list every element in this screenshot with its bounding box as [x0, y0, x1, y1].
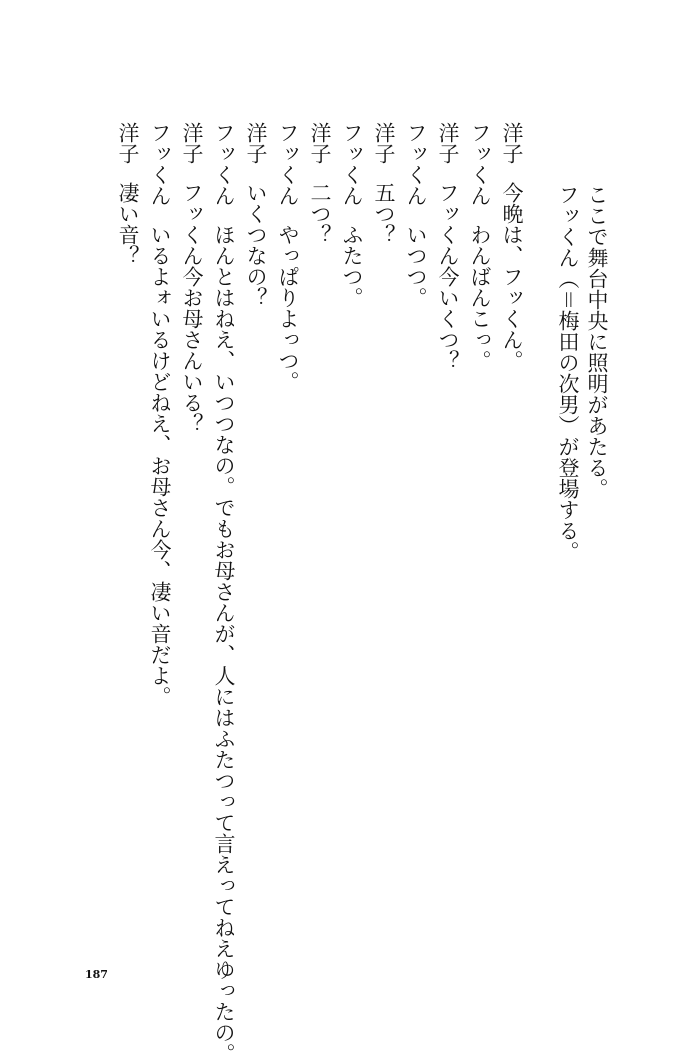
- dialogue-line: [404, 122, 428, 308]
- dialogue-line: [276, 122, 300, 392]
- speaker-name: 洋子: [116, 122, 140, 164]
- line-text: 二つ？: [308, 182, 332, 245]
- line-text: フッくん今お母さんいる？: [180, 182, 204, 434]
- page-number: 187: [85, 968, 108, 981]
- line-text: いつつ。: [404, 224, 428, 308]
- speaker-name: フッくん: [212, 122, 236, 206]
- line-text: やっぱりよっつ。: [276, 224, 300, 392]
- speaker-name: フッくん: [404, 122, 428, 206]
- dialogue-line: [308, 122, 332, 245]
- dialogue-line: [468, 122, 492, 371]
- speaker-name: 洋子: [436, 122, 460, 164]
- dialogue-line: [500, 122, 524, 371]
- dialogue-line: [148, 122, 172, 707]
- speaker-name: 洋子: [500, 122, 524, 164]
- speaker-name: 洋子: [308, 122, 332, 164]
- dialogue-line: [340, 122, 364, 308]
- line-text: わんばんこっ。: [468, 224, 492, 371]
- stage-direction-2: フッくん（＝梅田の次男）が登場する。: [556, 184, 580, 562]
- line-text: 凄い音？: [116, 182, 140, 266]
- dialogue-line: [180, 122, 204, 434]
- line-text: 今晩は、フッくん。: [500, 182, 524, 371]
- speaker-name: 洋子: [372, 122, 396, 164]
- dialogue-line: [116, 122, 140, 266]
- speaker-name: フッくん: [468, 122, 492, 206]
- dialogue-line: [244, 122, 268, 308]
- stage-direction-1: ここで舞台中央に照明があたる。: [585, 184, 609, 499]
- line-text: フッくん今いくつ？: [436, 182, 460, 371]
- speaker-name: フッくん: [276, 122, 300, 206]
- line-text: ほんとはねえ、いつつなの。でもお母さんが、人にはふたつって言えってねえゆったの。: [212, 224, 236, 1064]
- line-text: いるよォいるけどねえ、お母さん今、凄い音だよ。: [148, 224, 172, 707]
- speaker-name: 洋子: [244, 122, 268, 164]
- line-text: 五つ？: [372, 182, 396, 245]
- dialogue-line: [372, 122, 396, 245]
- dialogue-line: [436, 122, 460, 371]
- speaker-name: フッくん: [148, 122, 172, 206]
- speaker-name: フッくん: [340, 122, 364, 206]
- line-text: いくつなの？: [244, 182, 268, 308]
- line-text: ふたつ。: [340, 224, 364, 308]
- dialogue-line: [212, 122, 236, 1064]
- speaker-name: 洋子: [180, 122, 204, 164]
